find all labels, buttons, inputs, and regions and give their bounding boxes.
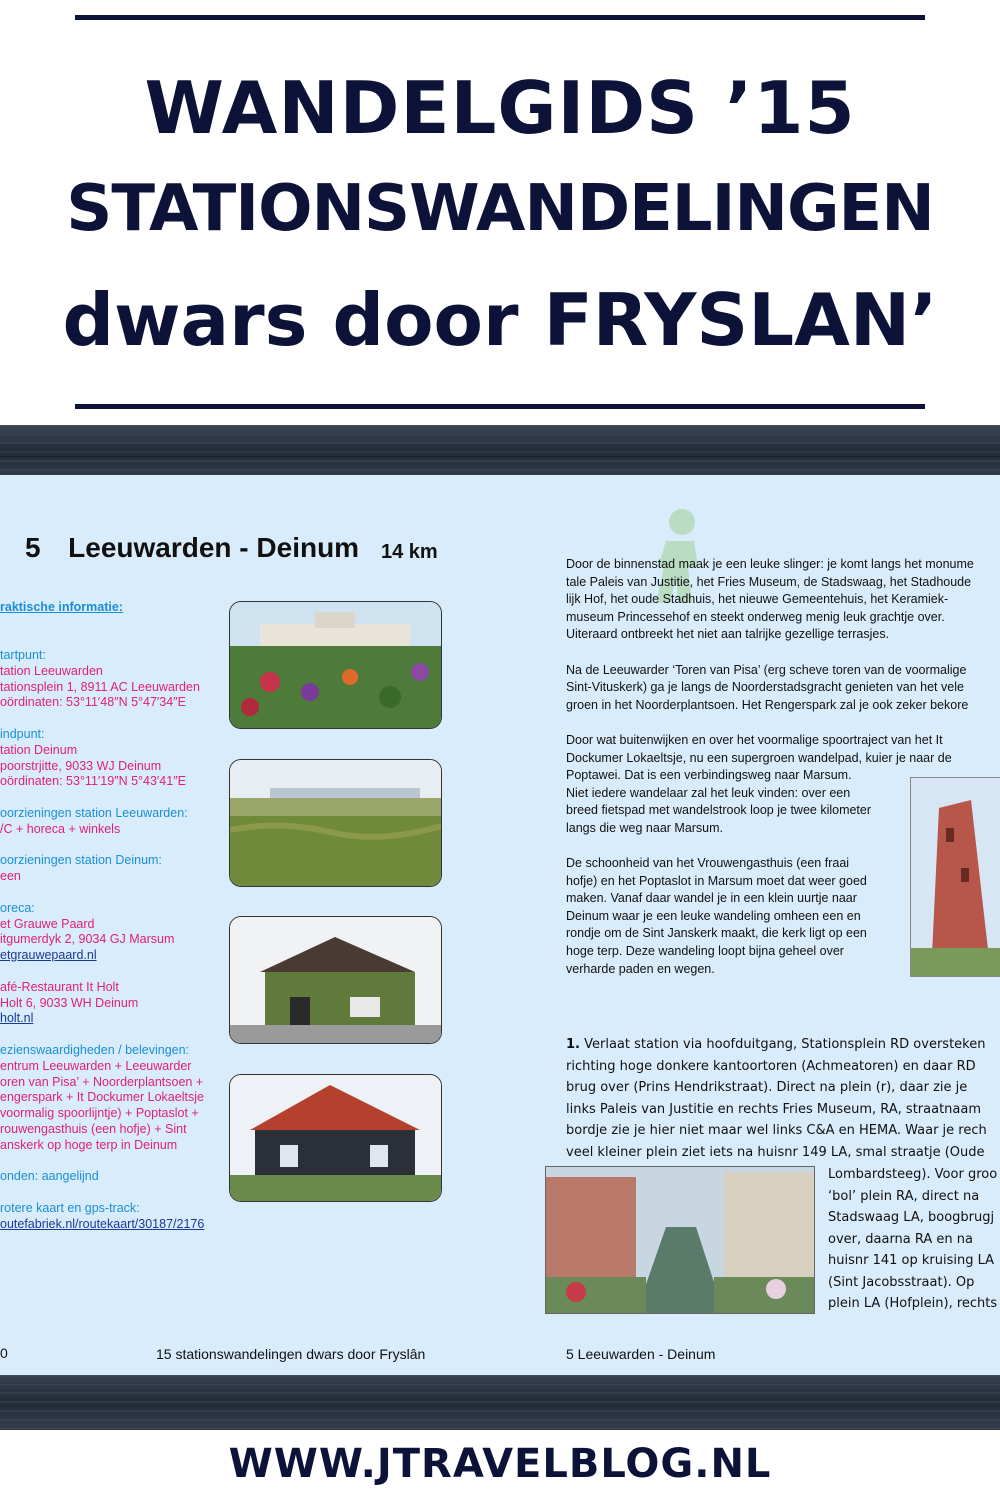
practical-info-line — [0, 1154, 215, 1170]
photo-het-grauwe-paard — [229, 916, 442, 1044]
practical-info-line: indpunt: — [0, 726, 45, 741]
intro-line: hofje) en het Poptaslot in Marsum moet dat weer goed — [566, 873, 867, 888]
direction-line-narrow: plein LA (Hofplein), rechts — [828, 1296, 998, 1311]
practical-info-line: engerspark + It Dockumer Lokaeltsje — [0, 1090, 204, 1105]
direction-line-narrow: over, daarna RA en na — [828, 1231, 973, 1247]
practical-info-line: et Grauwe Paard — [0, 916, 95, 931]
direction-text-3: brug over (Prins Hendrikstraat). Direct na plein (r), daar zie je — [566, 1080, 968, 1095]
practical-info-line — [0, 790, 215, 806]
photo-it-holt — [229, 1074, 442, 1202]
bottom-rule — [75, 404, 925, 409]
intro-line: Door wat buitenwijken en over het voormalige spoortraject van het It — [566, 732, 943, 747]
practical-info-list — [0, 648, 215, 1232]
route-name: Leeuwarden - Deinum — [68, 532, 360, 563]
intro-line: langs die weg naar Marsum. — [566, 820, 724, 835]
intro-line: Deinum waar je een leuke wandeling omheen een en — [566, 908, 861, 923]
walking-directions — [566, 1034, 987, 1163]
intro-line: Poptawei. Dat is een verbindingsweg naar Marsum. — [566, 768, 852, 783]
headline-line-1: WANDELGIDS ’15 — [144, 66, 856, 150]
direction-text-1: Verlaat station via hoofduitgang, Stationsplein RD oversteken — [584, 1037, 986, 1052]
practical-info-line[interactable]: outefabriek.nl/routekaart/30187/2176 — [0, 1216, 205, 1231]
practical-info-line: rotere kaart en gps-track: — [0, 1200, 140, 1215]
photo-canal-leeuwarden — [545, 1166, 815, 1314]
practical-info-line: /C + horeca + winkels — [0, 821, 121, 836]
practical-info-line — [0, 1027, 215, 1043]
route-distance: 14 km — [381, 541, 438, 563]
headline-line-2: STATIONSWANDELINGEN — [66, 172, 934, 246]
intro-line: groen in het Noorderplantsoen. Het Rengerspark zal je ook zeker bekore — [566, 697, 969, 712]
intro-line: lijk Hof, het oude Stadhuis, het nieuwe Gemeentehuis, het Keramiek- — [566, 592, 949, 607]
direction-line-narrow: Stadswaag LA, boogbrugj — [828, 1210, 995, 1225]
practical-info-line — [0, 711, 215, 727]
intro-paragraph — [566, 556, 1000, 644]
intro-line: rondje om de Sint Janskerk maakt, die kerk ligt op een — [566, 926, 867, 941]
direction-text-4: links Paleis van Justitie en rechts Fries Museum, RA, straatnaam — [566, 1101, 982, 1117]
practical-heading-text: raktische informatie: — [0, 600, 123, 614]
walking-directions-continued — [828, 1164, 997, 1315]
practical-info-line: onden: aangelijnd — [0, 1169, 99, 1184]
website-url: WWW.JTRAVELBLOG.NL — [228, 1441, 772, 1487]
intro-line: Niet iedere wandelaar zal het leuk vinden: over een — [566, 785, 851, 800]
practical-info-line: entrum Leeuwarden + Leeuwarder — [0, 1058, 192, 1073]
practical-heading — [0, 600, 215, 616]
intro-line: Dockumer Lokaeltsje, nu een supergroen wandelpad, kuier je naar de — [566, 750, 952, 765]
direction-line-6 — [566, 1142, 987, 1164]
intro-line: tale Paleis van Justitie, het Fries Museum, de Stadswaag, het Stadhoude — [566, 574, 972, 589]
practical-info-line: oördinaten: 53°11′19″N 5°43′41″E — [0, 774, 186, 789]
practical-info-line: een — [0, 869, 21, 884]
direction-line-5 — [566, 1120, 987, 1142]
practical-info-line: poorstrjitte, 9033 WJ Deinum — [0, 758, 162, 773]
practical-info-line: anskerk op hoge terp in Deinum — [0, 1137, 178, 1152]
intro-line: Sint-Vituskerk) ga je langs de Noorderstadsgracht genieten van het vele — [566, 680, 964, 695]
practical-info-line[interactable]: holt.nl — [0, 1011, 34, 1026]
direction-line-2 — [566, 1056, 987, 1078]
practical-info-line: rouwengasthuis (een hofje) + Sint — [0, 1121, 187, 1136]
route-title — [25, 532, 359, 564]
direction-line-narrow: ‘bol’ plein RA, direct na — [828, 1188, 980, 1204]
intro-line: Uiteraard ontbreekt het niet aan talrijke gezellige terrasjes. — [566, 627, 890, 642]
direction-text-5: bordje zie je hier niet maar wel links C&A en HEMA. Waar je rech — [566, 1123, 987, 1138]
practical-info-line: oorzieningen station Leeuwarden: — [0, 805, 188, 820]
intro-line: Door de binnenstad maak je een leuke slinger: je komt langs het monume — [566, 557, 974, 571]
direction-text-6: veel kleiner plein ziet iets na huisnr 149 LA, smal straatje (Oude — [566, 1144, 985, 1160]
practical-info-line: tation Deinum — [0, 742, 78, 757]
practical-info-line — [0, 885, 215, 901]
direction-line-narrow: huisnr 141 op kruising LA — [828, 1253, 995, 1268]
wood-background-bottom — [0, 1372, 1000, 1430]
direction-line-narrow: (Sint Jacobsstraat). Op — [828, 1274, 975, 1290]
intro-line: Na de Leeuwarder ‘Toren van Pisa’ (erg scheve toren van de voormalige — [566, 662, 967, 677]
photo-oldehove-tower — [910, 777, 1000, 977]
direction-line-narrow: Lombardsteeg). Voor groo — [828, 1167, 998, 1182]
intro-line: maken. Vanaf daar wandel je in een klein uurtje naar — [566, 891, 857, 906]
right-page-footer: 5 Leeuwarden - Deinum — [566, 1346, 716, 1362]
intro-paragraph — [566, 662, 1000, 715]
practical-info-line: Holt 6, 9033 WH Deinum — [0, 995, 139, 1010]
photo-station-leeuwarden — [229, 601, 442, 729]
intro-line: hoge terp. Deze wandeling loopt bijna geheel over — [566, 944, 844, 959]
intro-line: museum Princessehof en steekt onderweg menig leuk grachtje over. — [566, 609, 945, 624]
left-page-number: 0 — [0, 1345, 8, 1361]
practical-info-line — [0, 838, 215, 854]
practical-info-line — [0, 964, 215, 980]
step-number: 1. — [566, 1037, 580, 1052]
practical-info-line: ezienswaardigheden / belevingen: — [0, 1042, 190, 1057]
practical-info-line: oorzieningen station Deinum: — [0, 853, 162, 868]
practical-info-line: tartpunt: — [0, 648, 46, 662]
intro-line: De schoonheid van het Vrouwengasthuis (een fraai — [566, 856, 850, 871]
headline-line-3: dwars door FRYSLAN’ — [62, 278, 938, 362]
intro-line: breed fietspad met wandelstrook loop je twee kilometer — [566, 803, 872, 818]
intro-line: verharde paden en wegen. — [566, 961, 715, 976]
route-number: 5 — [25, 532, 41, 563]
practical-info-line — [0, 1185, 215, 1201]
practical-info-line: oördinaten: 53°11′48″N 5°47′34″E — [0, 695, 186, 710]
direction-text-2: richting hoge donkere kantoortoren (Achmeatoren) en daar RD — [566, 1058, 976, 1074]
direction-line-4 — [566, 1099, 987, 1121]
practical-info-line: oren van Pisa’ + Noorderplantsoen + — [0, 1074, 204, 1089]
practical-info-line: tationsplein 1, 8911 AC Leeuwarden — [0, 679, 200, 694]
practical-info-line[interactable]: etgrauwepaard.nl — [0, 948, 97, 963]
practical-info-line: tation Leeuwarden — [0, 663, 103, 678]
practical-info-line: oreca: — [0, 900, 35, 915]
practical-info-line: afé-Restaurant It Holt — [0, 979, 119, 994]
direction-line-3 — [566, 1077, 987, 1099]
practical-info-line: itgumerdyk 2, 9034 GJ Marsum — [0, 932, 175, 947]
wood-background-top — [0, 425, 1000, 480]
practical-info-line: voormalig spoorlijntje) + Poptaslot + — [0, 1106, 199, 1121]
left-page-footer: 15 stationswandelingen dwars door Fryslân — [156, 1346, 426, 1362]
photo-station-deinum — [229, 759, 442, 887]
top-rule — [75, 15, 925, 20]
direction-line-1 — [566, 1034, 987, 1056]
